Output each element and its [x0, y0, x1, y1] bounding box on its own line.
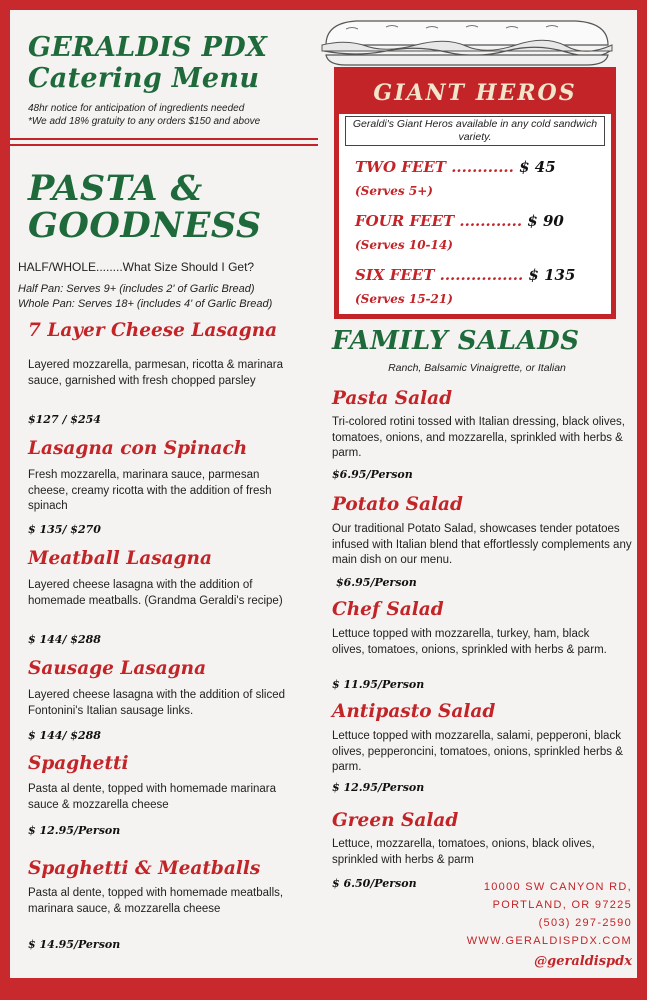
pasta-item-name: Meatball Lasagna: [28, 548, 212, 569]
pasta-item-name: Sausage Lasagna: [28, 658, 207, 679]
pasta-item-name: Spaghetti & Meatballs: [28, 858, 261, 879]
pasta-item-name: Spaghetti: [28, 753, 129, 774]
pasta-item-desc: Pasta al dente, topped with homemade meatballs, marinara sauce, & mozzarella cheese: [28, 887, 284, 915]
pan-sizes: [18, 282, 272, 312]
pasta-heading-line-1: PASTA &: [28, 168, 203, 209]
salad-item-name: Chef Salad: [332, 599, 444, 620]
salad-item-name: Antipasto Salad: [332, 701, 496, 722]
social-handle[interactable]: @geraldispdx: [534, 954, 632, 969]
salad-item-price: $6.95/Person: [332, 468, 413, 481]
salad-item-price: $6.95/Person: [336, 576, 417, 589]
salad-item-desc: Lettuce topped with mozzarella, turkey, ham, black olives, tomatoes, onions, sprinkled with herbs & parm.: [332, 628, 607, 656]
menu-page: [10, 10, 637, 978]
pasta-item-desc: Layered cheese lasagna with the addition of homemade meatballs. (Grandma Geraldi's recipe): [28, 579, 283, 607]
hero-size-price: $ 90: [527, 212, 564, 230]
pasta-heading-line-2: GOODNESS: [28, 205, 262, 246]
sandwich-illustration-icon: [316, 15, 616, 69]
pasta-item-price: $ 144/ $288: [28, 729, 101, 742]
divider-top: [10, 138, 318, 140]
hero-size-serves: (Serves 10-14): [355, 238, 453, 252]
salad-item-desc: Lettuce topped with mozzarella, salami, pepperoni, black olives, pepperoncini, tomatoes, onions, sprinkled herbs & parm.: [332, 730, 623, 773]
salad-item-name: Pasta Salad: [332, 388, 453, 409]
salad-item-desc: Tri-colored rotini tossed with Italian dressing, black olives, tomatoes, onions, and mozzarella, sprinkled with herbs & parm.: [332, 416, 625, 459]
phone-number[interactable]: (503) 297-2590: [538, 917, 632, 929]
hero-size-serves: (Serves 15-21): [355, 292, 453, 306]
salad-item-name: Potato Salad: [332, 494, 463, 515]
hero-size-serves: (Serves 5+): [355, 184, 433, 198]
salad-item-desc: Lettuce, mozzarella, tomatoes, onions, black olives, sprinkled with herbs & parm: [332, 838, 595, 866]
hero-size-label: TWO FEET ............: [355, 158, 514, 176]
pasta-item-desc: Pasta al dente, topped with homemade marinara sauce & mozzarella cheese: [28, 783, 277, 811]
title-line-1: GERALDIS PDX: [28, 32, 268, 63]
size-guide: HALF/WHOLE........What Size Should I Get?: [18, 260, 255, 274]
pasta-item-price: $ 135/ $270: [28, 523, 101, 536]
salad-item-price: $ 6.50/Person: [332, 877, 417, 890]
pasta-heading: [28, 170, 262, 244]
half-pan-info: Half Pan: Serves 9+ (includes 2' of Garlic Bread): [18, 283, 255, 295]
contact-block: [440, 878, 632, 950]
pasta-item-desc: Layered mozzarella, parmesan, ricotta & marinara sauce, garnished with fresh chopped parsley: [28, 359, 284, 387]
hero-size-row: [355, 266, 575, 284]
pasta-item-name: Lasagna con Spinach: [28, 438, 248, 459]
notice-line-1: 48hr notice for anticipation of ingredients needed: [28, 103, 245, 114]
pasta-item-price: $ 14.95/Person: [28, 938, 121, 951]
pasta-item-desc: Fresh mozzarella, marinara sauce, parmesan cheese, creamy ricotta with the addition of fresh spinach: [28, 469, 272, 512]
hero-size-row: [355, 158, 556, 176]
heros-title: GIANT HEROS: [373, 80, 577, 106]
salad-item-desc: Our traditional Potato Salad, showcases tender potatoes infused with Italian blend that effortlessly complements any main dish on our menu.: [332, 523, 632, 566]
hero-size-price: $ 45: [519, 158, 556, 176]
heros-title-band: [339, 72, 611, 114]
pasta-item-price: $ 144/ $288: [28, 633, 101, 646]
salad-item-name: Green Salad: [332, 810, 459, 831]
website-link[interactable]: WWW.GERALDISPDX.COM: [466, 935, 632, 947]
heros-note: Geraldi's Giant Heros available in any cold sandwich variety.: [352, 118, 598, 143]
heros-note-box: [345, 116, 605, 146]
dressing-options: Ranch, Balsamic Vinaigrette, or Italian: [388, 362, 566, 374]
hero-size-row: [355, 212, 564, 230]
pasta-item-desc: Layered cheese lasagna with the addition of sliced Fontonini's Italian sausage links.: [28, 689, 286, 717]
hero-size-label: FOUR FEET ............: [355, 212, 523, 230]
salad-item-price: $ 12.95/Person: [332, 781, 425, 794]
menu-title: [28, 32, 267, 94]
salad-item-price: $ 11.95/Person: [332, 678, 425, 691]
hero-size-price: $ 135: [528, 266, 576, 284]
order-notice: [28, 102, 260, 128]
notice-line-2: *We add 18% gratuity to any orders $150 and above: [28, 116, 261, 127]
giant-heros-box: [334, 67, 616, 319]
family-salads-heading: FAMILY SALADS: [332, 326, 580, 356]
address-line-1: 10000 SW CANYON RD,: [483, 881, 632, 893]
pasta-item-price: $127 / $254: [28, 413, 101, 426]
divider-bottom: [10, 144, 318, 146]
pasta-item-name: 7 Layer Cheese Lasagna: [28, 320, 278, 341]
title-line-2: Catering Menu: [28, 63, 260, 94]
whole-pan-info: Whole Pan: Serves 18+ (includes 4' of Garlic Bread): [18, 298, 273, 310]
hero-size-label: SIX FEET ................: [355, 266, 524, 284]
address-line-2: PORTLAND, OR 97225: [492, 899, 632, 911]
pasta-item-price: $ 12.95/Person: [28, 824, 121, 837]
